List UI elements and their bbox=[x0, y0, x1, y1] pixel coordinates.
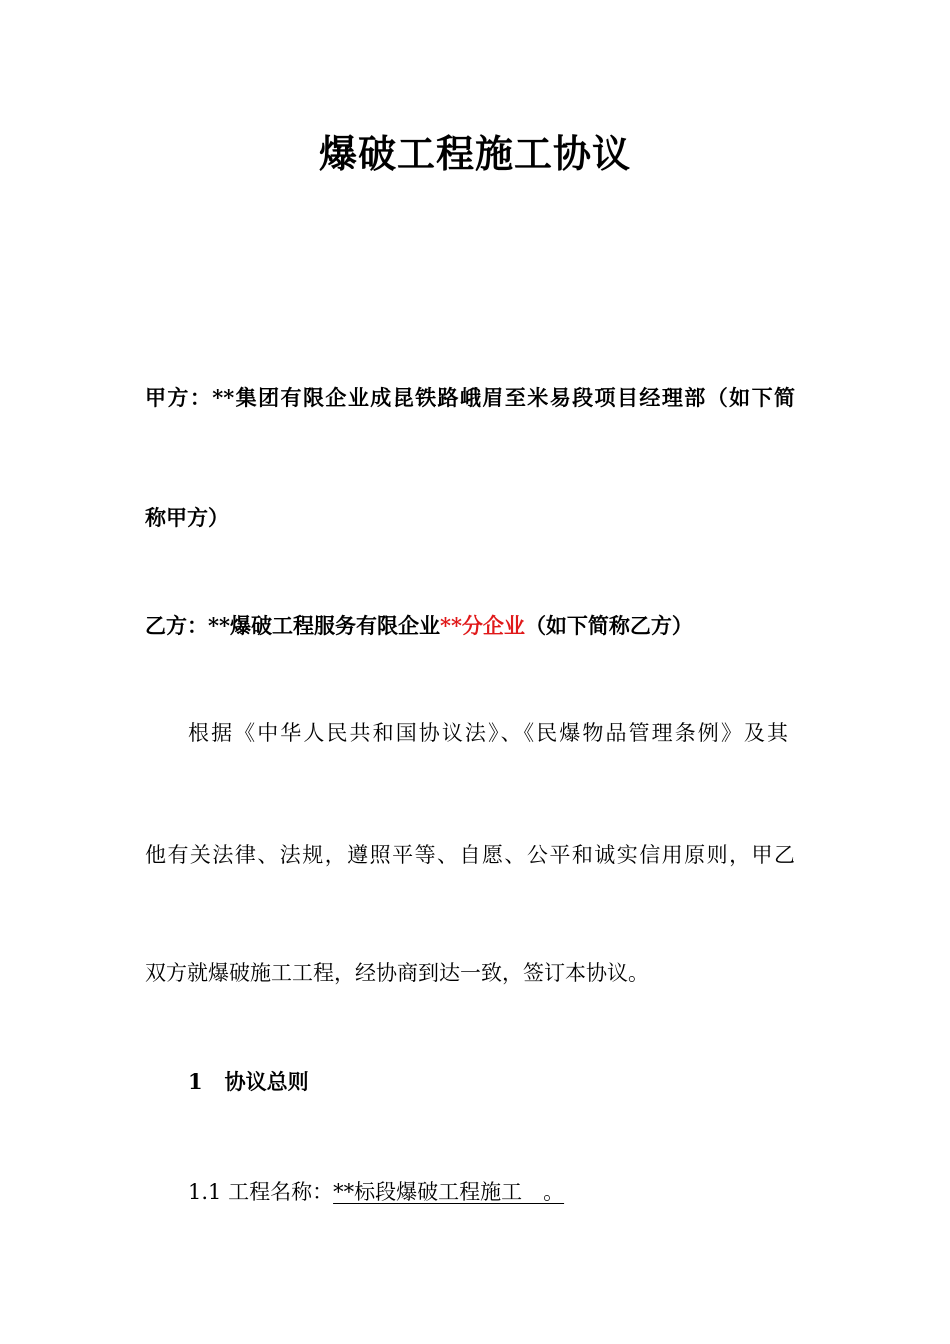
preamble-line-3: 双方就爆破施工工程，经协商到达一致，签订本协议。 bbox=[145, 961, 649, 985]
preamble-line-1: 根据《中华人民共和国协议法》、《民爆物品管理条例》及其 bbox=[188, 721, 788, 745]
party-b-branch-highlight: **分企业 bbox=[439, 613, 525, 638]
clause-1-1 bbox=[188, 1177, 838, 1207]
section-number: 1 bbox=[188, 1069, 203, 1094]
project-name-value: **标段爆破工程施工 。 bbox=[333, 1180, 565, 1204]
preamble-line-2: 他有关法律、法规，遵照平等、自愿、公平和诚实信用原则，甲乙 bbox=[145, 843, 795, 867]
party-b-name: 乙方：**爆破工程服务有限企业 bbox=[145, 613, 440, 638]
clause-label: 1.1 工程名称： bbox=[188, 1180, 334, 1204]
section-1-heading bbox=[188, 1067, 838, 1097]
party-b-line bbox=[145, 611, 795, 641]
party-a-line-1: 甲方：**集团有限企业成昆铁路峨眉至米易段项目经理部（如下简 bbox=[145, 385, 795, 410]
party-a-line-2: 称甲方） bbox=[145, 505, 229, 530]
party-b-suffix: （如下简称乙方） bbox=[524, 613, 693, 638]
section-title: 协议总则 bbox=[224, 1069, 309, 1094]
document-title: 爆破工程施工协议 bbox=[318, 131, 631, 176]
